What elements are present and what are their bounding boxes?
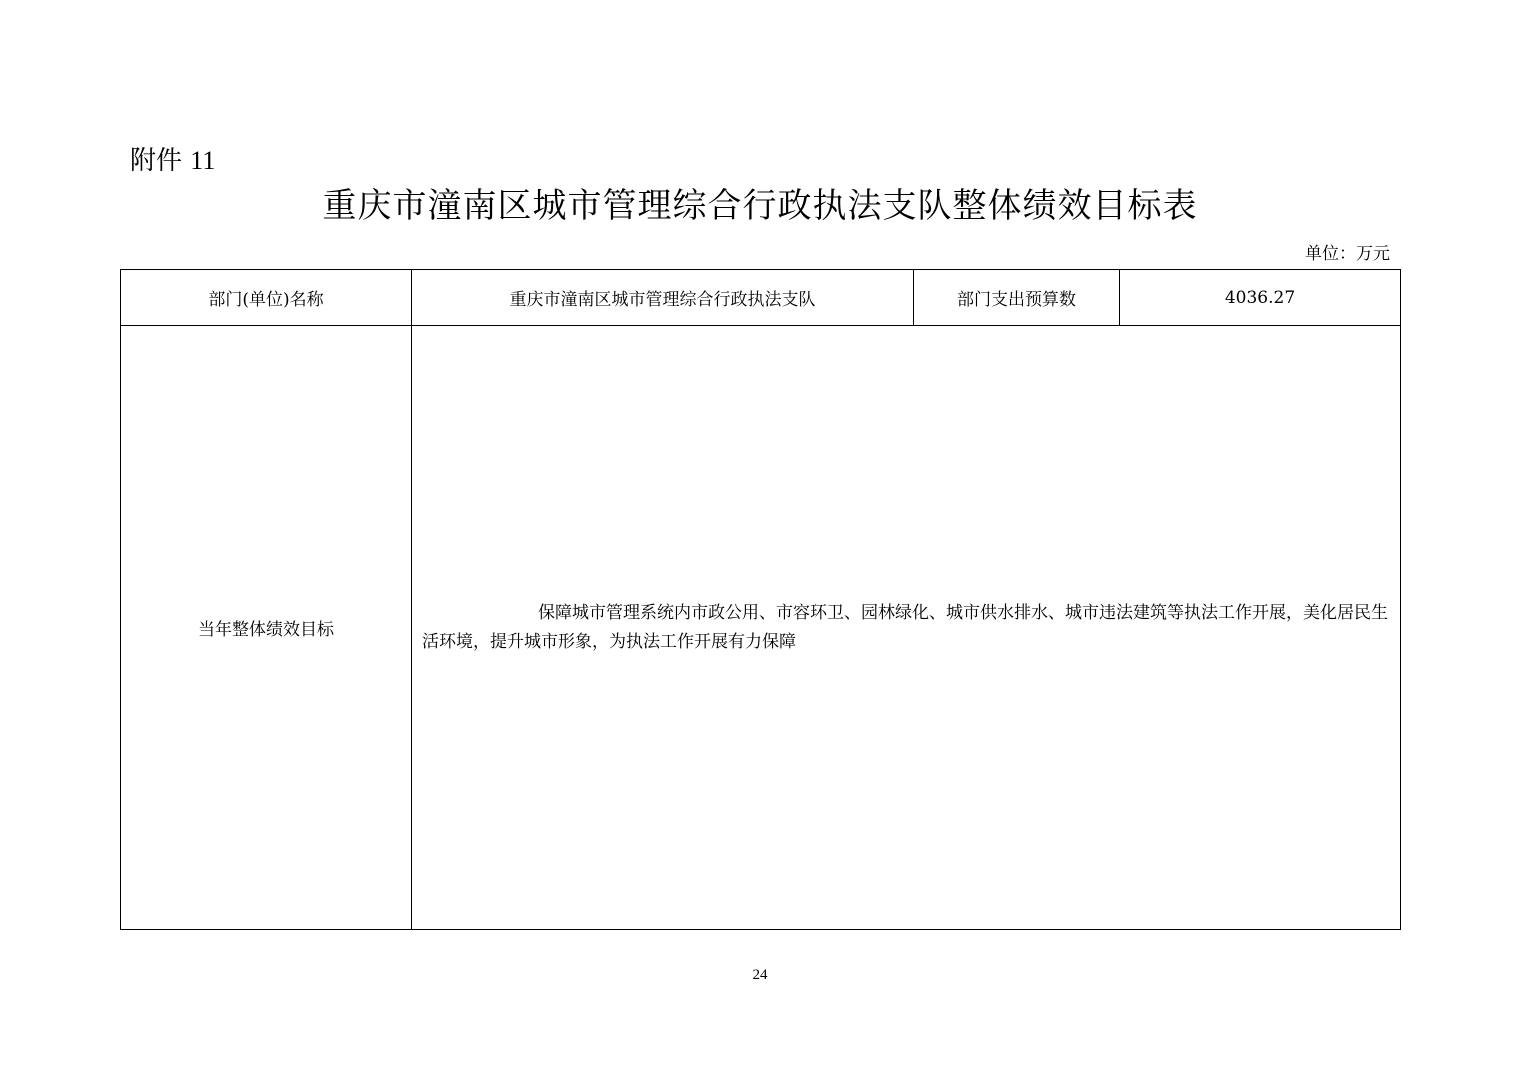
budget-value: 4036.27 — [1120, 270, 1401, 326]
performance-table — [120, 269, 1401, 930]
attachment-heading — [130, 145, 215, 177]
document-title: 重庆市潼南区城市管理综合行政执法支队整体绩效目标表 — [322, 186, 1198, 226]
dept-name-value: 重庆市潼南区城市管理综合行政执法支队 — [412, 270, 914, 326]
goal-label: 当年整体绩效目标 — [121, 326, 412, 930]
table-row — [121, 270, 1401, 326]
goal-value: 保障城市管理系统内市政公用、市容环卫、园林绿化、城市供水排水、城市违法建筑等执法工作开展，美化居民生活环境，提升城市形象，为执法工作开展有力保障 — [412, 326, 1401, 930]
table-row — [121, 326, 1401, 930]
unit-label: 单位：万元 — [1305, 244, 1390, 264]
dept-name-label: 部门(单位)名称 — [121, 270, 412, 326]
attachment-number: 11 — [190, 146, 216, 175]
attachment-label: 附件 — [130, 146, 183, 176]
budget-label: 部门支出预算数 — [914, 270, 1120, 326]
page-number: 24 — [752, 967, 768, 983]
